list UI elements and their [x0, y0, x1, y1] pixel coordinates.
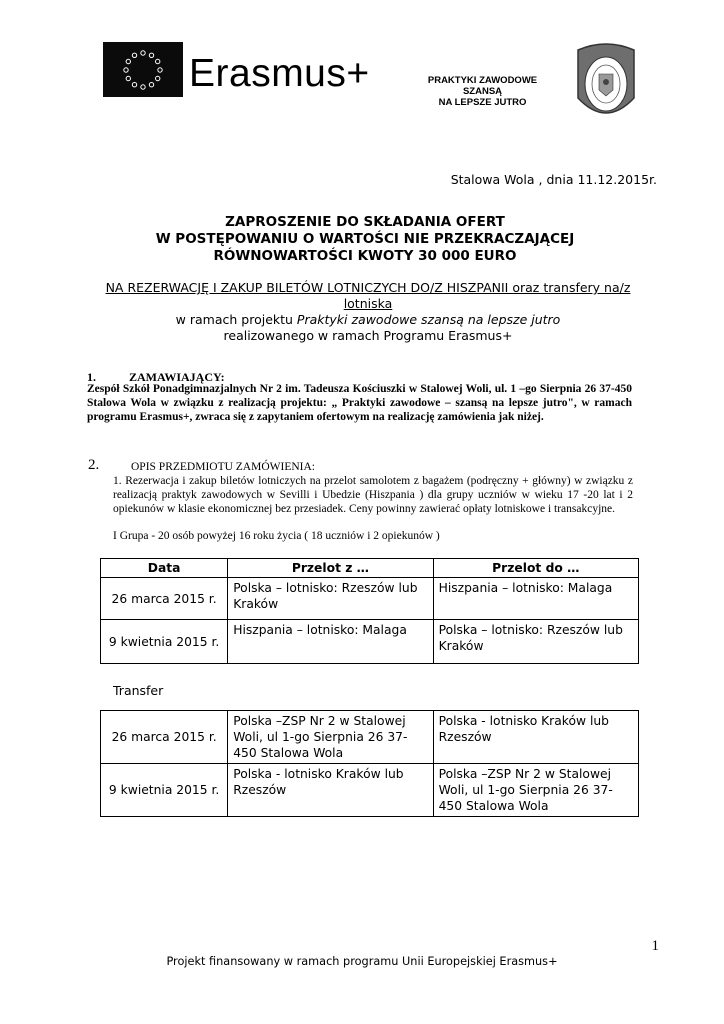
transfer-from-cell: Polska - lotnisko Kraków lub Rzeszów [228, 764, 433, 817]
project-name [420, 75, 545, 108]
header-from: Przelot z … [228, 559, 433, 578]
transfer-to-cell: Polska - lotnisko Kraków lub Rzeszów [433, 711, 638, 764]
title-line-2: W POSTĘPOWANIU O WARTOŚCI NIE PRZEKRACZAJĄCEJ [155, 231, 575, 247]
flight-to-cell: Hiszpania – lotnisko: Malaga [433, 578, 638, 620]
subtitle-program-line: realizowanego w ramach Programu Erasmus+ [223, 328, 513, 343]
group-description: I Grupa - 20 osób powyżej 16 roku życia ( 18 uczniów i 2 opiekunów ) [113, 530, 440, 542]
flight-date-cell: 26 marca 2015 r. [101, 578, 228, 620]
flight-from-cell: Hiszpania – lotnisko: Malaga [228, 620, 433, 664]
title-line-1: ZAPROSZENIE DO SKŁADANIA OFERT [225, 214, 505, 230]
table-row [101, 578, 639, 620]
transfer-from-cell: Polska –ZSP Nr 2 w Stalowej Woli, ul 1-go Sierpnia 26 37-450 Stalowa Wola [228, 711, 433, 764]
eu-flag-icon [103, 42, 183, 97]
flight-from-cell: Polska – lotnisko: Rzeszów lub Kraków [228, 578, 433, 620]
header-to: Przelot do … [433, 559, 638, 578]
page-number: 1 [651, 938, 659, 954]
table-row [101, 764, 639, 817]
subtitle-project-line [100, 312, 636, 328]
table-header-row [101, 559, 639, 578]
section-2-body: 1. Rezerwacja i zakup biletów lotniczych na przelot samolotem z bagażem (podręczny + główny) w związku z realizacją praktyk zawodowych w Sevilli i Ubedzie (Hiszpania ) dla grupy uczniów w wieku 17 -20 lat i 2 opiekunów w klasie ekonomicznej bez przesiadek. Ceny powinny zawierać opłaty lotniskowe i transakcyjne. [113, 475, 633, 515]
transfer-label: Transfer [113, 683, 164, 698]
school-seal-icon [572, 40, 640, 130]
project-name-line-3: NA LEPSZE JUTRO [438, 97, 527, 108]
document-title [80, 214, 650, 265]
transfer-to-cell: Polska –ZSP Nr 2 w Stalowej Woli, ul 1-go Sierpnia 26 37-450 Stalowa Wola [433, 764, 638, 817]
project-name-line-2: SZANSĄ [462, 86, 503, 97]
transfer-date-cell: 26 marca 2015 r. [101, 711, 228, 764]
flight-date-cell: 9 kwietnia 2015 r. [101, 620, 228, 664]
flight-to-cell: Polska – lotnisko: Rzeszów lub Kraków [433, 620, 638, 664]
subtitle-project-name: Praktyki zawodowe szansą na lepsze jutro [296, 312, 561, 327]
table-row [101, 620, 639, 664]
section-1-body: Zespół Szkół Ponadgimnazjalnych Nr 2 im. Tadeusza Kościuszki w Stalowej Woli, ul. 1 –go Sierpnia 26 37-450 Stalowa Wola w związku z realizacją projektu: „ Praktyki zawodowe – szansą na lepsze jutro", w ramach programu Erasmus+, zwraca się z zapytaniem ofertowym na realizację zamówienia jak niżej. [87, 383, 632, 423]
section-2-number: 2. [88, 457, 100, 473]
section-1-title: ZAMAWIAJĄCY: [129, 370, 225, 384]
subtitle-project-prefix: w ramach projektu [175, 312, 297, 327]
section-2-title: OPIS PRZEDMIOTU ZAMÓWIENIA: [131, 461, 315, 473]
erasmus-plus-logo-text: Erasmus+ [189, 52, 370, 95]
transfer-table [100, 710, 639, 817]
subtitle-subject: NA REZERWACJĘ I ZAKUP BILETÓW LOTNICZYCH DO/Z HISZPANII oraz transfery na/z lotniska [105, 280, 631, 311]
page-footer: Projekt finansowany w ramach programu Unii Europejskiej Erasmus+ [166, 955, 558, 968]
transfer-date-cell: 9 kwietnia 2015 r. [101, 764, 228, 817]
section-1-number: 1. [87, 370, 96, 384]
project-name-line-1: PRAKTYKI ZAWODOWE [427, 75, 538, 86]
header-date: Data [101, 559, 228, 578]
document-date: Stalowa Wola , dnia 11.12.2015r. [450, 172, 657, 187]
document-subtitle [100, 280, 636, 344]
table-row [101, 711, 639, 764]
title-line-3: RÓWNOWARTOŚCI KWOTY 30 000 EURO [213, 248, 517, 264]
flights-table [100, 558, 639, 664]
